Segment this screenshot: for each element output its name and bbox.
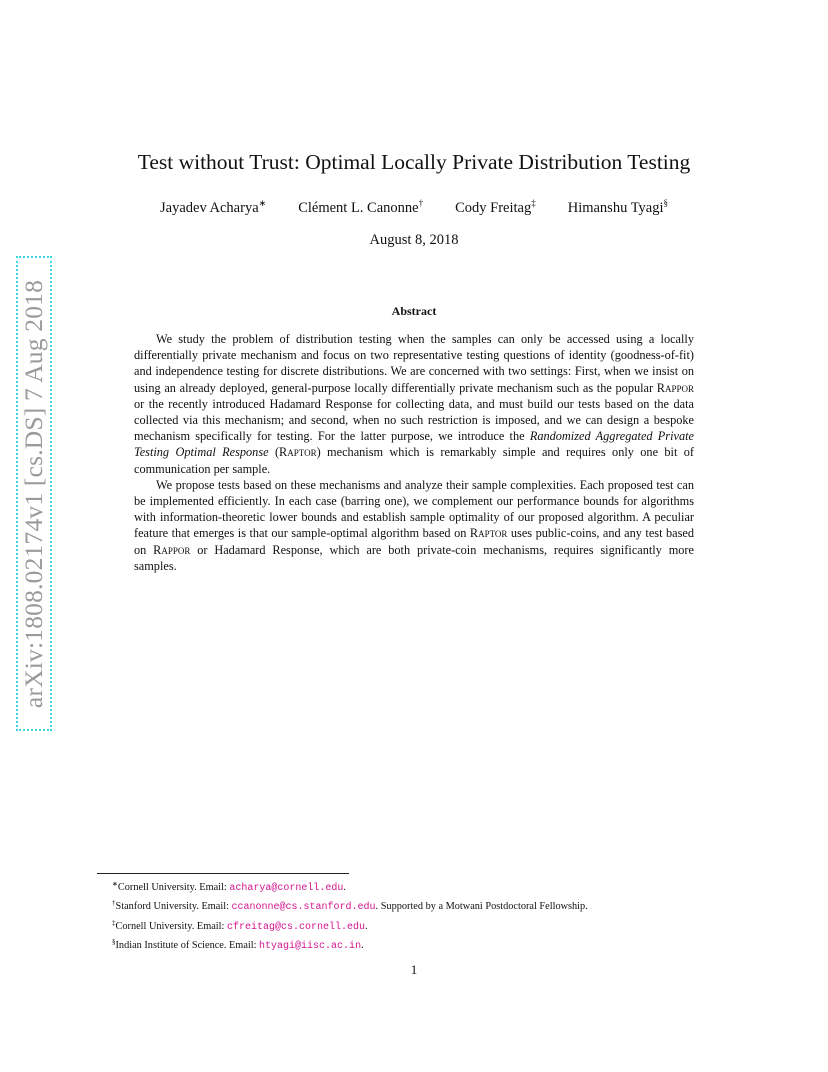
abstract-paragraph: We study the problem of distribution testing when the samples can only be accessed using a locally differentially private mechanism and focus on two representative testing questions of identity (goodness-of-fit) and independence testing for discrete distributions. We are concerned with two settings: First, when we insist on using an already deployed, general-purpose locally differentially private mechanism such as the popular Rappor or the recently introduced Hadamard Response for collecting data, and must build our tests based on the data collected via this mechanism; and second, when no such restriction is imposed, and we can design a bespoke mechanism specifically for testing. For the latter purpose, we introduce the Randomized Aggregated Private Testing Optimal Response (Raptor) mechanism which is remarkably simple and requires only one bit of communication per sample. [134,332,694,476]
author: Clément L. Canonne† [298,198,424,216]
author: Cody Freitag‡ [455,198,536,216]
email-link[interactable]: cfreitag@cs.cornell.edu [226,921,365,933]
author-footnote-mark: † [418,198,424,208]
author: Himanshu Tyagi§ [567,198,668,216]
abstract-paragraph: We propose tests based on these mechanisms and analyze their sample complexities. Each proposed test can be implemented efficiently. In each case (barring one), we complement our performance bounds for algorithms with information-theoretic lower bounds and establish sample optimality of our proposed algorithm. A peculiar feature that emerges is that our sample-optimal algorithm based on Raptor uses public-coins, and any test based on Rappor or Hadamard Response, which are both private-coin mechanisms, requires significantly more samples. [134,477,694,573]
publication-date: August 8, 2018 [369,232,459,248]
paper-title: Test without Trust: Optimal Locally Private Distribution Testing [137,150,691,174]
author-footnote-mark: § [663,198,668,208]
author-list [90,198,738,217]
author: Jayadev Acharya∗ [160,198,267,216]
arxiv-stamp [16,256,52,731]
footnotes [112,877,752,954]
footnote-divider [97,873,349,874]
email-link[interactable]: htyagi@iisc.ac.in [259,940,362,952]
rappor-term: Rappor [153,542,191,557]
raptor-full-name: Randomized Aggregated Private Testing Optimal Response [134,429,694,460]
footnote: †Stanford University. Email: ccanonne@cs.stanford.edu. Supported by a Motwani Postdoctoral Fellowship. [112,899,588,914]
author-footnote-mark: ∗ [258,198,267,208]
raptor-term: Raptor [279,445,317,460]
author-footnote-mark: ‡ [531,198,536,208]
arxiv-identifier: arXiv:1808.02174v1 [cs.DS] 7 Aug 2018 [19,279,48,708]
footnote: §Indian Institute of Science. Email: htyagi@iisc.ac.in. [112,937,364,952]
footnote: ‡Cornell University. Email: cfreitag@cs.cornell.edu. [112,918,368,933]
page-number: 1 [410,962,418,977]
email-link[interactable]: acharya@cornell.edu [229,883,344,894]
rappor-term: Rappor [656,380,694,395]
abstract-heading: Abstract [391,304,437,318]
abstract-body [134,331,694,574]
footnote: ∗Cornell University. Email: acharya@cornell.edu. [112,880,346,894]
email-link[interactable]: ccanonne@cs.stanford.edu [231,902,376,914]
raptor-term: Raptor [469,526,508,541]
